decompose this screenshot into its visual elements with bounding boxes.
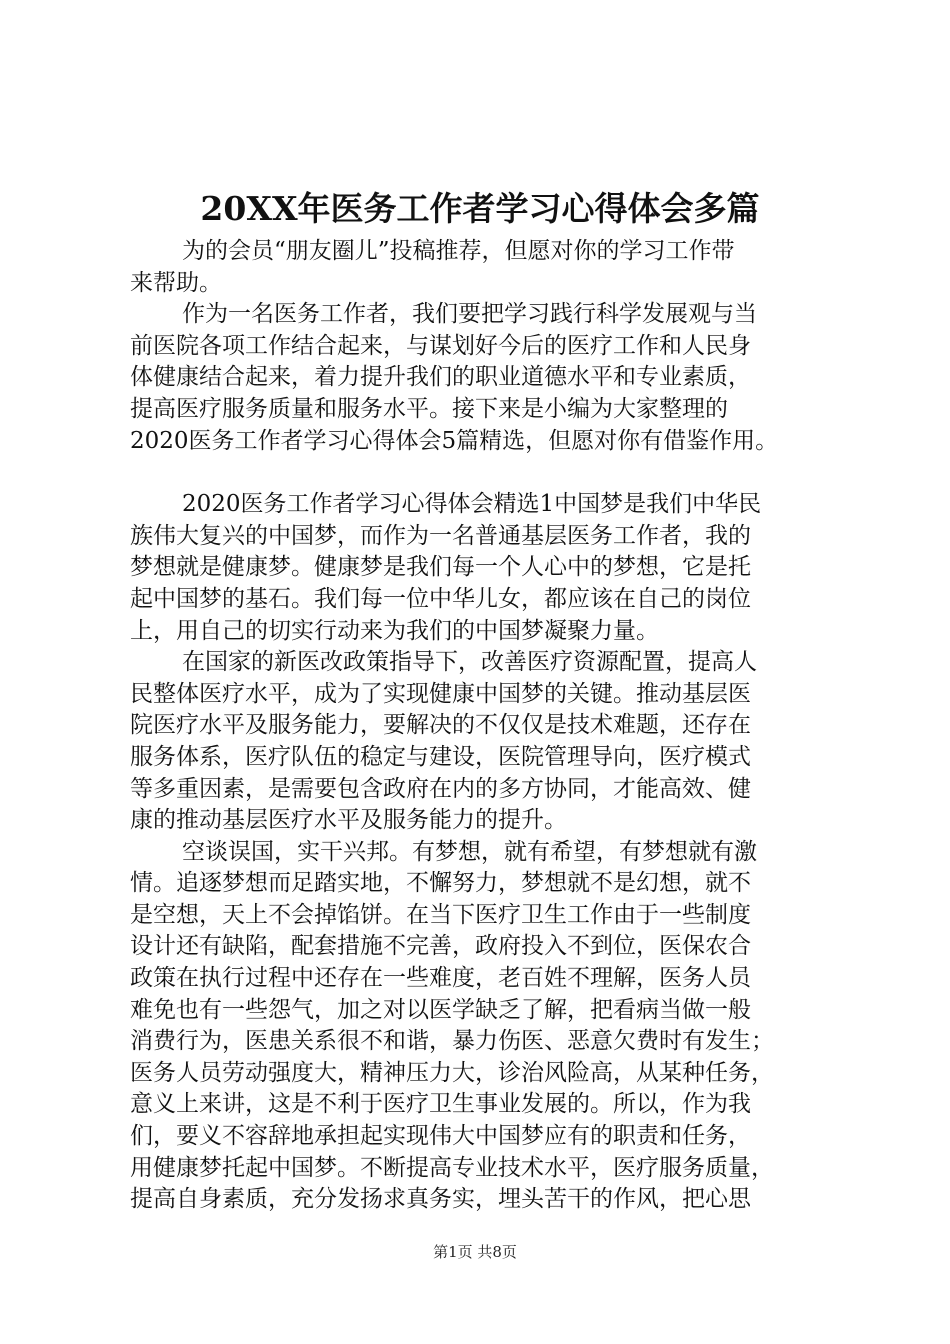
paragraph-line: 作为一名医务工作者，我们要把学习践行科学发展观与当 (182, 301, 757, 328)
document-body (130, 236, 830, 1216)
paragraph-line: 院医疗水平及服务能力，要解决的不仅仅是技术难题，还存在 (130, 712, 751, 739)
paragraph-line: 消费行为，医患关系很不和谐，暴力伤医、恶意欠费时有发生； (130, 1028, 774, 1055)
paragraph-reform (130, 647, 830, 837)
paragraph-line: 等多重因素，是需要包含政府在内的多方协同，才能高效、健 (130, 775, 751, 802)
paragraph-line: 在国家的新医改政策指导下，改善医疗资源配置，提高人 (182, 649, 757, 676)
paragraph-line: 难免也有一些怨气，加之对以医学缺乏了解，把看病当做一般 (130, 996, 751, 1023)
paragraph-line: 提高自身素质，充分发扬求真务实，埋头苦干的作风，把心思 (130, 1186, 751, 1213)
paragraph-line: 情。追逐梦想而足踏实地，不懈努力，梦想就不是幻想，就不 (130, 870, 751, 897)
document-title: 20XX年医务工作者学习心得体会多篇 (200, 189, 760, 228)
paragraph-line: 起中国梦的基石。我们每一位中华儿女，都应该在自己的岗位 (130, 585, 751, 612)
paragraph-line: 设计还有缺陷，配套措施不完善，政府投入不到位，医保农合 (130, 933, 751, 960)
paragraph-line: 们，要义不容辞地承担起实现伟大中国梦应有的职责和任务， (130, 1123, 751, 1150)
paragraph-line: 民整体医疗水平，成为了实现健康中国梦的关键。推动基层医 (130, 680, 751, 707)
paragraph-line: 前医院各项工作结合起来，与谋划好今后的医疗工作和人民身 (130, 332, 751, 359)
paragraph-line: 为的会员“朋友圈儿”投稿推荐，但愿对你的学习工作带 (182, 238, 735, 264)
paragraph-line: 是空想，天上不会掉馅饼。在当下医疗卫生工作由于一些制度 (130, 901, 751, 928)
paragraph-line: 上，用自己的切实行动来为我们的中国梦凝聚力量。 (130, 617, 659, 644)
paragraph-line: 医务人员劳动强度大，精神压力大，诊治风险高，从某种任务， (130, 1059, 774, 1086)
paragraph-line: 来帮助。 (130, 269, 222, 296)
paragraph-summary (130, 299, 830, 457)
paragraph-line: 2020医务工作者学习心得体会5篇精选，但愿对你有借鉴作用。 (130, 427, 779, 454)
paragraph-spacer (130, 457, 830, 489)
paragraph-line: 康的推动基层医疗水平及服务能力的提升。 (130, 807, 567, 834)
paragraph-line: 提高医疗服务质量和服务水平。接下来是小编为大家整理的 (130, 395, 728, 422)
paragraph-line: 服务体系，医疗队伍的稳定与建设，医院管理导向，医疗模式 (130, 743, 751, 770)
paragraph-line: 政策在执行过程中还存在一些难度，老百姓不理解，医务人员 (130, 965, 751, 992)
paragraph-line: 梦想就是健康梦。健康梦是我们每一个人心中的梦想，它是托 (130, 554, 751, 581)
paragraph-line: 体健康结合起来，着力提升我们的职业道德水平和专业素质， (130, 364, 751, 391)
paragraph-action (130, 837, 830, 1216)
paragraph-line: 用健康梦托起中国梦。不断提高专业技术水平，医疗服务质量， (130, 1154, 774, 1181)
paragraph-essay-1 (130, 489, 830, 647)
page-number-footer: 第1页 共8页 (433, 1243, 517, 1261)
paragraph-line: 族伟大复兴的中国梦，而作为一名普通基层医务工作者，我的 (130, 522, 751, 549)
paragraph-line: 意义上来讲，这是不利于医疗卫生事业发展的。所以，作为我 (130, 1091, 751, 1118)
paragraph-line: 空谈误国，实干兴邦。有梦想，就有希望，有梦想就有激 (182, 838, 757, 865)
paragraph-intro (130, 236, 830, 299)
paragraph-line: 2020医务工作者学习心得体会精选1中国梦是我们中华民 (182, 491, 762, 518)
